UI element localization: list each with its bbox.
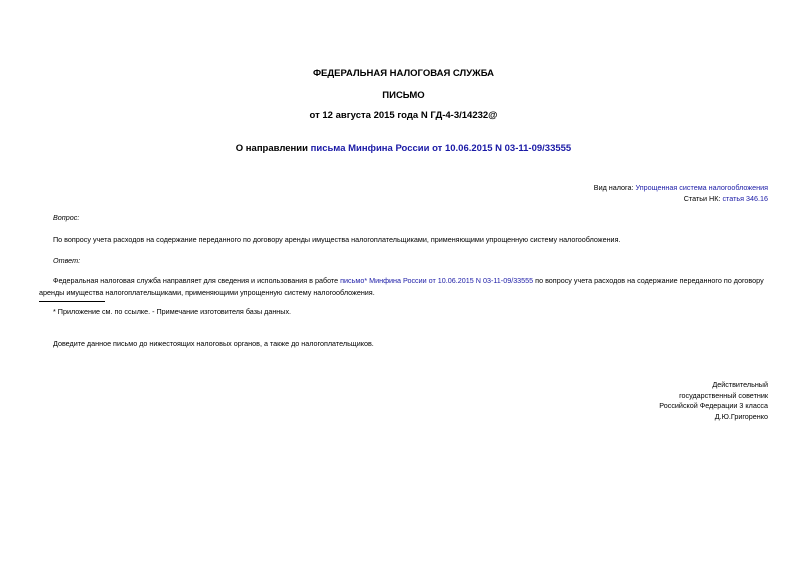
answer-label: Ответ: [53, 256, 81, 265]
signature-title-line1: Действительный [712, 380, 768, 389]
tax-type-link[interactable]: Упрощенная система налогообложения [635, 183, 768, 192]
document-subject [0, 143, 807, 154]
nk-articles-line [684, 194, 768, 203]
subject-prefix: О направлении [235, 143, 311, 154]
signature-block [659, 380, 768, 422]
tax-type-line [594, 183, 768, 192]
answer-text [39, 275, 769, 299]
signatory-name: Д.Ю.Григоренко [714, 411, 768, 421]
document-type-heading: ПИСЬМО [382, 90, 425, 101]
document-date-number: от 12 августа 2015 года N ГД-4-3/14232@ [309, 110, 498, 121]
answer-prefix: Федеральная налоговая служба направляет для сведения и использования в работе [53, 276, 341, 285]
agency-heading: ФЕДЕРАЛЬНАЯ НАЛОГОВАЯ СЛУЖБА [312, 68, 495, 79]
question-text: По вопросу учета расходов на содержание переданного по договору аренды имущества налогоплательщиками, применяющими упрощенную систему налогообложения. [53, 235, 621, 244]
footnote-text: * Приложение см. по ссылке. - Примечание изготовителя базы данных. [53, 307, 292, 316]
nk-article-link[interactable]: статья 346.16 [722, 194, 768, 203]
subject-link[interactable]: письма Минфина России от 10.06.2015 N 03-11-09/33555 [310, 143, 572, 154]
nk-label: Статьи НК: [683, 194, 723, 203]
closing-paragraph: Доведите данное письмо до нижестоящих налоговых органов, а также до налогоплательщиков. [53, 339, 374, 348]
signature-title-line2: государственный советник [679, 390, 768, 400]
answer-suffix: по вопросу учета расходов на содержание переданного по договору аренды имущества налогоплательщиками, применяющими упрощенную систему налогообложения. [39, 276, 764, 297]
signature-title-line3: Российской Федерации 3 класса [659, 401, 768, 410]
question-label: Вопрос: [53, 213, 80, 222]
answer-letter-link[interactable]: письмо* Минфина России от 10.06.2015 N 03-11-09/33555 [340, 276, 534, 285]
tax-type-label: Вид налога: [593, 183, 636, 192]
footnote-divider [39, 301, 105, 302]
